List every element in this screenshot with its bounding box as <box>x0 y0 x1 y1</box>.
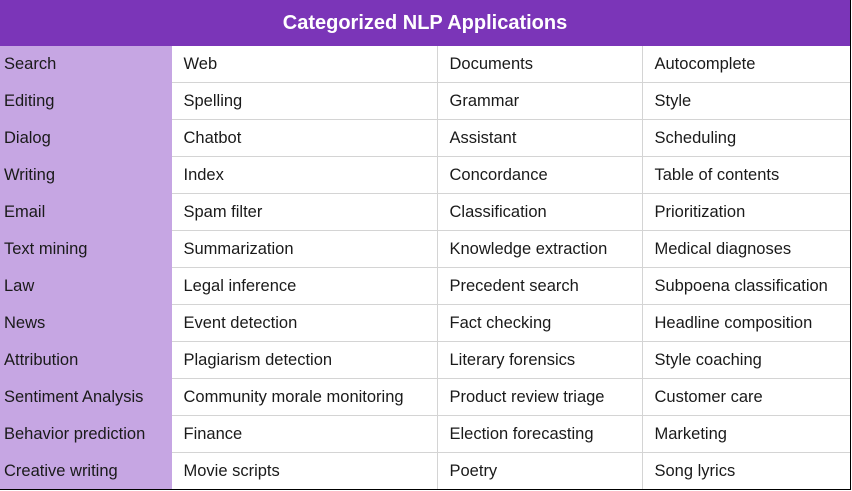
table-row <box>0 305 850 342</box>
table-row <box>0 157 850 194</box>
application-cell: Grammar <box>437 83 642 120</box>
application-cell: Table of contents <box>642 157 850 194</box>
application-cell: Song lyrics <box>654 461 736 480</box>
application-cell: Headline composition <box>642 305 850 342</box>
application-cell: Poetry <box>437 453 642 490</box>
application-cell: Medical diagnoses <box>642 231 850 268</box>
application-cell: Autocomplete <box>642 46 850 83</box>
table-body <box>0 46 850 489</box>
application-cell: Spelling <box>171 83 437 120</box>
table-row <box>0 194 850 231</box>
applications-table <box>0 46 850 489</box>
application-cell: Style <box>642 83 850 120</box>
table-row <box>0 46 850 83</box>
application-cell: Subpoena classification <box>642 268 850 305</box>
application-cell: Concordance <box>437 157 642 194</box>
application-cell: Chatbot <box>171 120 437 157</box>
application-cell: Scheduling <box>642 120 850 157</box>
application-cell: Index <box>171 157 437 194</box>
table-row <box>0 83 850 120</box>
application-cell: Literary forensics <box>437 342 642 379</box>
application-cell: Election forecasting <box>437 416 642 453</box>
application-cell: Legal inference <box>171 268 437 305</box>
table-row <box>0 231 850 268</box>
table-title: Categorized NLP Applications <box>0 0 850 46</box>
category-cell: Search <box>0 46 171 83</box>
application-cell: Community morale monitoring <box>171 379 437 416</box>
application-cell: Fact checking <box>437 305 642 342</box>
application-cell: Movie scripts <box>171 453 437 490</box>
table-row <box>0 416 850 453</box>
application-cell: Classification <box>437 194 642 231</box>
table-row <box>0 342 850 379</box>
application-cell: Web <box>171 46 437 83</box>
application-cell: Event detection <box>171 305 437 342</box>
application-cell: Precedent search <box>437 268 642 305</box>
application-cell: Plagiarism detection <box>171 342 437 379</box>
category-cell: Editing <box>0 83 171 120</box>
application-cell: Assistant <box>437 120 642 157</box>
table-row <box>0 268 850 305</box>
table-row <box>0 453 850 490</box>
category-cell: Law <box>0 268 171 305</box>
application-cell: Spam filter <box>171 194 437 231</box>
category-cell: Email <box>0 194 171 231</box>
category-cell: Text mining <box>0 231 171 268</box>
application-cell: Finance <box>171 416 437 453</box>
category-cell: News <box>0 305 171 342</box>
application-cell: Summarization <box>171 231 437 268</box>
category-cell: Writing <box>0 157 171 194</box>
table-row <box>0 120 850 157</box>
table-row <box>0 379 850 416</box>
application-cell: Product review triage <box>437 379 642 416</box>
category-cell: Behavior prediction <box>0 416 171 453</box>
application-cell: Knowledge extraction <box>437 231 642 268</box>
application-cell: Marketing <box>642 416 850 453</box>
category-cell: Sentiment Analysis <box>0 379 171 416</box>
application-cell: Documents <box>437 46 642 83</box>
application-cell: Prioritization <box>642 194 850 231</box>
category-cell: Dialog <box>0 120 171 157</box>
category-cell: Attribution <box>0 342 171 379</box>
category-cell: Creative writing <box>0 453 171 490</box>
application-cell: Style coaching <box>642 342 850 379</box>
application-cell: Customer care <box>642 379 850 416</box>
